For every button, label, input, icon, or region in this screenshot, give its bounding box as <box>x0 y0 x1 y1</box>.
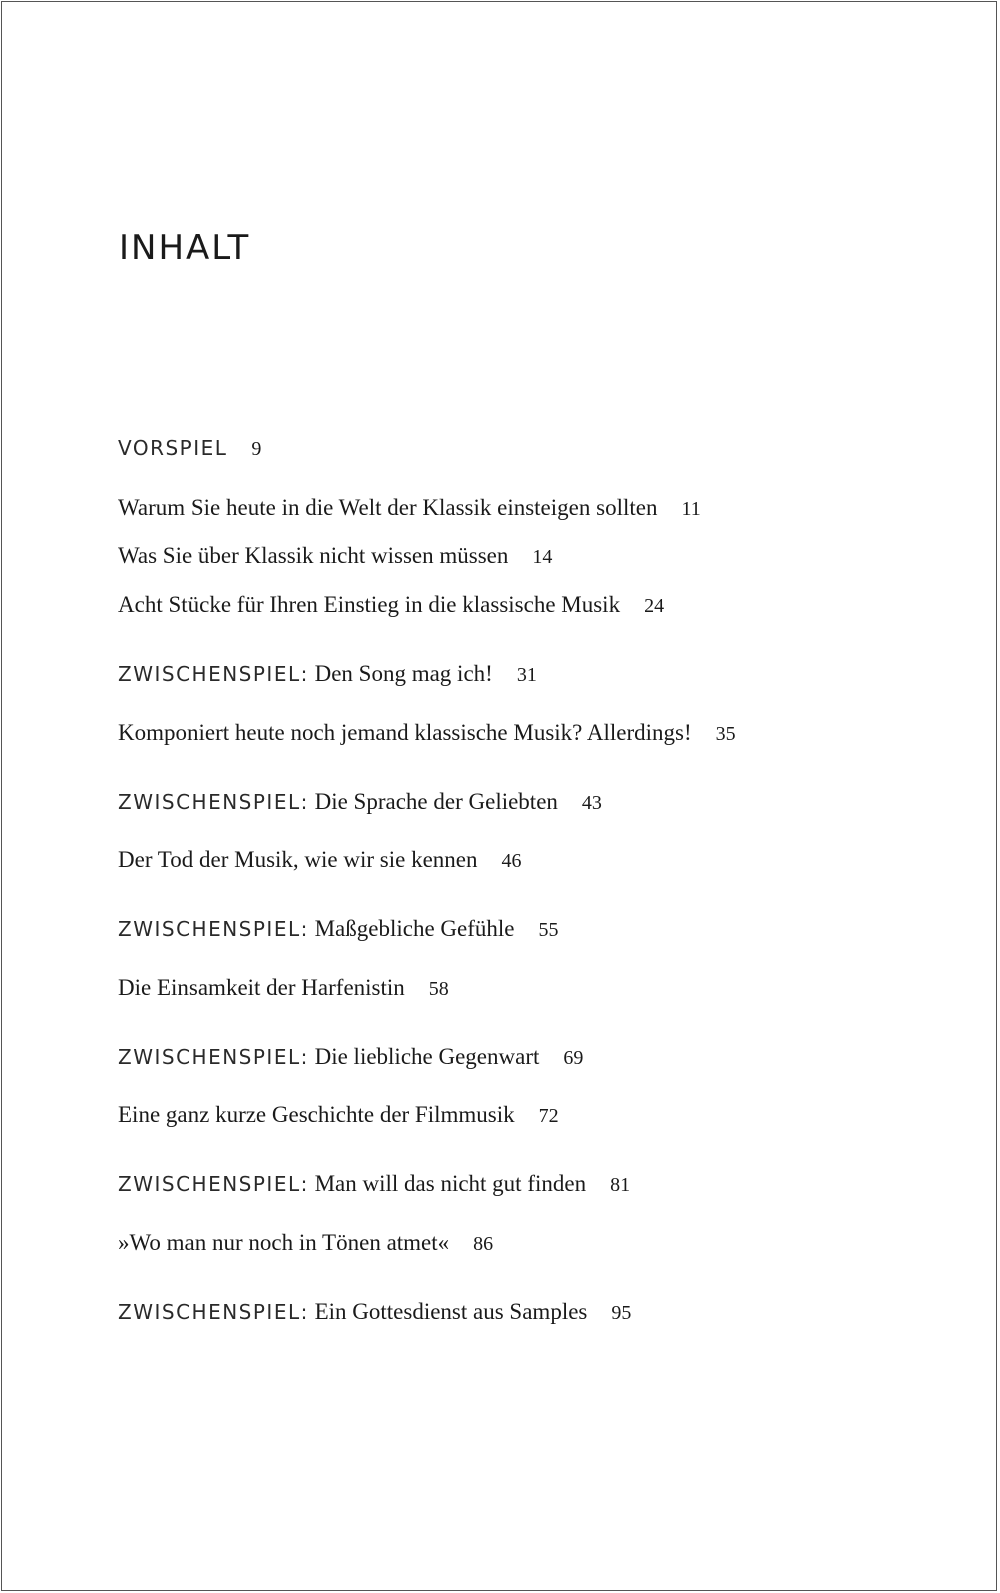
toc-section-label: ZWISCHENSPIEL: <box>118 1045 309 1069</box>
toc-page-number: 58 <box>428 978 449 1000</box>
toc-page-number: 9 <box>251 438 262 460</box>
toc-entry <box>118 1042 583 1073</box>
toc-entry-title: Die Einsamkeit der Harfenistin <box>118 975 405 1000</box>
toc-entry-title: »Wo man nur noch in Tönen atmet« <box>118 1230 450 1255</box>
toc-section-label: ZWISCHENSPIEL: <box>118 1300 309 1324</box>
toc-section-label: ZWISCHENSPIEL: <box>118 1172 309 1196</box>
toc-entry <box>118 1169 630 1200</box>
toc-entry-title: Was Sie über Klassik nicht wissen müssen <box>118 543 509 568</box>
toc-entry <box>118 787 602 818</box>
toc-entry-title: Der Tod der Musik, wie wir sie kennen <box>118 847 478 872</box>
toc-entry <box>118 718 736 749</box>
toc-section-label: ZWISCHENSPIEL: <box>118 790 309 814</box>
toc-entry-title: Warum Sie heute in die Welt der Klassik einsteigen sollten <box>118 495 658 520</box>
toc-entry <box>118 1297 631 1328</box>
toc-page-number: 11 <box>681 498 701 520</box>
toc-page-number: 81 <box>610 1174 631 1196</box>
toc-entry-title: Den Song mag ich! <box>314 661 493 686</box>
toc-entry <box>118 973 449 1004</box>
toc-section-label: ZWISCHENSPIEL: <box>118 917 309 941</box>
toc-entry-title: Eine ganz kurze Geschichte der Filmmusik <box>118 1102 515 1127</box>
toc-page-number: 72 <box>538 1105 559 1127</box>
toc-entry <box>118 590 664 621</box>
toc-page-number: 95 <box>611 1302 632 1324</box>
toc-entry <box>118 659 537 690</box>
toc-entry <box>118 914 559 945</box>
toc-page-number: 14 <box>532 546 553 568</box>
toc-entry <box>118 433 261 464</box>
toc-page-number: 24 <box>644 595 665 617</box>
toc-entry-title: Acht Stücke für Ihren Einstieg in die klassische Musik <box>118 592 621 617</box>
toc-entry-title: Maßgebliche Gefühle <box>314 916 515 941</box>
toc-entry <box>118 493 701 524</box>
toc-entry-title: Ein Gottesdienst aus Samples <box>314 1299 588 1324</box>
toc-entry <box>118 1100 559 1131</box>
toc-entry-title: Die liebliche Gegenwart <box>314 1044 540 1069</box>
toc-entry-title: Man will das nicht gut finden <box>314 1171 587 1196</box>
toc-entry-title: Die Sprache der Geliebten <box>314 789 558 814</box>
toc-page-number: 35 <box>715 723 736 745</box>
toc-page-number: 55 <box>538 919 559 941</box>
toc-entry <box>118 541 552 572</box>
toc-page-number: 69 <box>563 1047 584 1069</box>
toc-page-number: 86 <box>473 1233 494 1255</box>
toc-entry-title: Komponiert heute noch jemand klassische Musik? Allerdings! <box>118 720 692 745</box>
toc-page-number: 43 <box>581 792 602 814</box>
page-title: INHALT <box>119 228 251 268</box>
toc-page-number: 46 <box>501 850 522 872</box>
toc-section-label: VORSPIEL <box>118 436 228 460</box>
toc-entry <box>118 845 522 876</box>
toc-section-label: ZWISCHENSPIEL: <box>118 662 309 686</box>
toc-entry <box>118 1228 493 1259</box>
toc-page-number: 31 <box>516 664 537 686</box>
